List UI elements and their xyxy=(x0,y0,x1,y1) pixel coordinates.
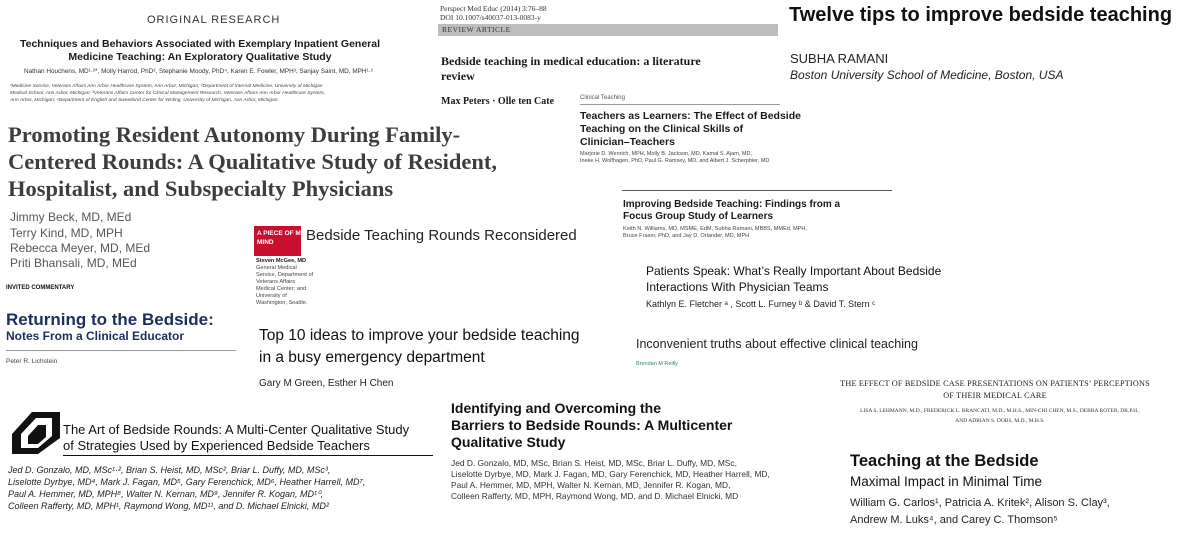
affiliation-line: Medical Center; and xyxy=(256,286,307,292)
author-name: Brendan M Reilly xyxy=(636,361,678,367)
paper-title: Bedside Teaching Rounds Reconsidered xyxy=(306,227,577,244)
paper-title-line: Bedside teaching in medical education: a literature xyxy=(441,54,701,68)
author-line: AND ADRIAN S. DOBS, M.D., M.H.S. xyxy=(955,418,1045,424)
divider xyxy=(63,455,433,456)
author-line: Jed D. Gonzalo, MD, MSc¹·², Brian S. Heist, MD, MSc², Briar L. Duffy, MD, MSc³, xyxy=(8,465,331,475)
paper-title-line: Qualitative Study xyxy=(451,434,566,450)
paper-title-line: Patients Speak: What’s Really Important About Bedside xyxy=(646,264,942,278)
author-line: Keith N. Williams, MD, MSME, EdM, Subha Ramani, MBBS, MMEd, MPH, xyxy=(623,226,808,232)
author-line: Colleen Rafferty, MD, MPH, Raymond Wong, MD, and D. Michael Elnicki, MD xyxy=(451,491,739,501)
author-line: Bruce Fraser, PhD, and Jay D. Orlander, MD, MPH xyxy=(623,233,750,239)
badge-text: A PIECE OF MY xyxy=(257,230,306,237)
paper-title-line: THE EFFECT OF BEDSIDE CASE PRESENTATIONS ON PATIENTS’ PERCEPTIONS xyxy=(840,379,1150,388)
divider xyxy=(622,190,892,191)
article-type-label: REVIEW ARTICLE xyxy=(442,25,511,34)
paper-title-line: Identifying and Overcoming the xyxy=(451,400,662,416)
section-label: Clinical Teaching xyxy=(580,95,625,101)
divider xyxy=(580,104,780,105)
author-name: Priti Bhansali, MD, MEd xyxy=(10,256,137,270)
paper-subtitle: Maximal Impact in Minimal Time xyxy=(850,474,1043,489)
paper-tile-case-presentations xyxy=(790,376,1200,432)
paper-tile-techniques-behaviors xyxy=(0,0,424,118)
paper-title: Teaching at the Bedside xyxy=(850,452,1039,470)
doi-text: DOI 10.1007/s40037-013-0083-y xyxy=(440,13,541,22)
author-list: Kathlyn E. Fletcher ᵃ , Scott L. Furney ᵇ & David T. Stern ᶜ xyxy=(646,299,876,309)
author-line: Colleen Rafferty, MD, MPH¹, Raymond Wong, MD¹¹, and D. Michael Elnicki, MD² xyxy=(8,501,329,511)
author-line: Marjorie D. Wenrich, MPH, Molly B. Jackson, MD, Kamal S. Ajam, MD, xyxy=(580,151,752,157)
author-list: Max Peters · Olle ten Cate xyxy=(441,96,555,107)
paper-title-line: Top 10 ideas to improve your bedside teaching xyxy=(259,327,580,344)
author-line: Jed D. Gonzalo, MD, MSc, Brian S. Heist, MD, MSc, Briar L. Duffy, MD, MSc, xyxy=(451,458,737,468)
author-line: Paul A. Hemmer, MD, MPH, Walter N. Kernan, MD, Jennifer R. Kogan, MD, xyxy=(451,480,731,490)
affiliation-line: Veterans Affairs xyxy=(256,279,296,285)
affiliation-line: ¹Medicine Service, Veterans Affairs Ann Arbor Healthcare System, Ann Arbor, Michigan; ²Department of Internal Medicine, University of Michigan xyxy=(10,84,323,89)
paper-title-line: of Strategies Used by Experienced Bedside Teachers xyxy=(63,438,370,453)
author-line: Liselotte Dyrbye, MD, Mark J. Fagan, MD, Gary Ferenchick, MD, Heather Harrell, MD, xyxy=(451,469,770,479)
paper-title-line: The Art of Bedside Rounds: A Multi-Center Qualitative Study xyxy=(63,422,410,437)
paper-title-line: Focus Group Study of Learners xyxy=(623,211,774,222)
author-line: Paul A. Hemmer, MD, MPH⁸, Walter N. Kernan, MD⁹, Jennifer R. Kogan, MD¹⁰, xyxy=(8,489,324,499)
affiliation-line: General Medical xyxy=(256,265,297,271)
author-list: Gary M Green, Esther H Chen xyxy=(259,378,394,389)
paper-subtitle: Notes From a Clinical Educator xyxy=(6,329,185,343)
paper-title-line: Interactions With Physician Teams xyxy=(646,280,829,294)
paper-title-line: Clinician–Teachers xyxy=(580,136,675,148)
paper-title: Inconvenient truths about effective clinical teaching xyxy=(636,337,918,351)
paper-tile-returning-bedside xyxy=(0,280,240,376)
paper-tile-identifying-barriers xyxy=(444,394,804,524)
paper-title-line: OF THEIR MEDICAL CARE xyxy=(943,391,1047,400)
affiliation: Boston University School of Medicine, Boston, USA xyxy=(790,68,1064,82)
affiliation-line: Medical School, Ann Arbor, Michigan; ³Veterans Affairs Center for Clinical Management Research, Veterans Affairs Ann Arbor Healthcare System, xyxy=(10,91,325,96)
author-name: Steven McGee, MD xyxy=(256,258,307,264)
journal-citation: Perspect Med Educ (2014) 3:76–88 xyxy=(440,4,547,13)
article-type-label: INVITED COMMENTARY xyxy=(6,285,75,291)
section-label: ORIGINAL RESEARCH xyxy=(147,14,281,26)
affiliation-line: Service, Department of xyxy=(256,272,314,278)
paper-title-line: Improving Bedside Teaching: Findings from a xyxy=(623,199,841,210)
paper-tile-teachers-as-learners xyxy=(570,92,820,172)
author-line: Ineke H. Wolfhagen, PhD, Paul G. Ramsey, MD, and Albert J. Scherpbier, MD xyxy=(580,158,770,164)
affiliation-line: Washington, Seattle. xyxy=(256,300,308,306)
author-name: Rebecca Meyer, MD, MEd xyxy=(10,241,151,255)
paper-title: Returning to the Bedside: xyxy=(6,310,214,329)
author-name: SUBHA RAMANI xyxy=(790,51,889,66)
author-name: Peter R. Lichstein xyxy=(6,358,58,365)
badge-text: MIND xyxy=(257,239,274,246)
paper-tile-inconvenient-truths xyxy=(630,334,960,376)
paper-tile-top-10-ideas xyxy=(250,326,610,396)
affiliation-line: Ann Arbor, Michigan; ⁴Department of English and Sweetland Center for Writing, University of Michigan, Ann Arbor, Michigan. xyxy=(10,98,279,103)
paper-title-line: Techniques and Behaviors Associated with Exemplary Inpatient General xyxy=(19,38,381,50)
author-line: Liselotte Dyrbye, MD⁴, Mark J. Fagan, MD⁵, Gary Ferenchick, MD⁶, Heather Harrell, MD⁷, xyxy=(8,477,366,487)
author-line: Andrew M. Luks⁴, and Carey C. Thomson⁵ xyxy=(850,514,1058,526)
author-list: Nathan Houchens, MD¹·²*, Molly Harrod, PhD³, Stephanie Moody, PhD⁴, Karen E. Fowler, MPH³, Sanjay Saint, MD, MPH¹·² xyxy=(24,68,373,75)
paper-title-line: Barriers to Bedside Rounds: A Multicenter xyxy=(451,417,733,433)
paper-title-line: Teachers as Learners: The Effect of Bedside xyxy=(580,110,801,122)
paper-title-line: Centered Rounds: A Qualitative Study of Resident, xyxy=(8,149,498,174)
author-line: LISA S. LEHMANN, M.D., FREDERICK L. BRANCATI, M.D., M.H.S., MIN-CHI CHEN, M.S., DEBRA ROTER, DR.P.H., xyxy=(860,408,1140,414)
paper-tile-teaching-at-bedside xyxy=(840,442,1200,546)
paper-tile-twelve-tips xyxy=(780,0,1200,100)
paper-title-line: Promoting Resident Autonomy During Family- xyxy=(8,122,461,147)
paper-title-line: Teaching on the Clinical Skills of xyxy=(580,123,744,135)
paper-title: Twelve tips to improve bedside teaching xyxy=(789,4,1173,26)
divider xyxy=(6,350,236,351)
author-name: Jimmy Beck, MD, MEd xyxy=(10,210,132,224)
journal-logo-icon xyxy=(8,408,64,458)
affiliation-line: University of xyxy=(256,293,287,299)
paper-title-line: review xyxy=(441,69,475,83)
paper-tile-patients-speak xyxy=(640,258,960,316)
paper-tile-improving-bedside xyxy=(616,186,900,246)
author-line: William G. Carlos¹, Patricia A. Kritek², Alison S. Clay³, xyxy=(850,497,1110,509)
paper-tile-piece-of-my-mind xyxy=(248,218,600,326)
paper-title-line: Medicine Teaching: An Exploratory Qualitative Study xyxy=(68,51,332,63)
paper-tile-art-bedside-rounds xyxy=(0,404,440,546)
paper-title-line: in a busy emergency department xyxy=(259,349,485,366)
author-name: Terry Kind, MD, MPH xyxy=(10,226,123,240)
paper-title-line: Hospitalist, and Subspecialty Physicians xyxy=(8,176,394,201)
